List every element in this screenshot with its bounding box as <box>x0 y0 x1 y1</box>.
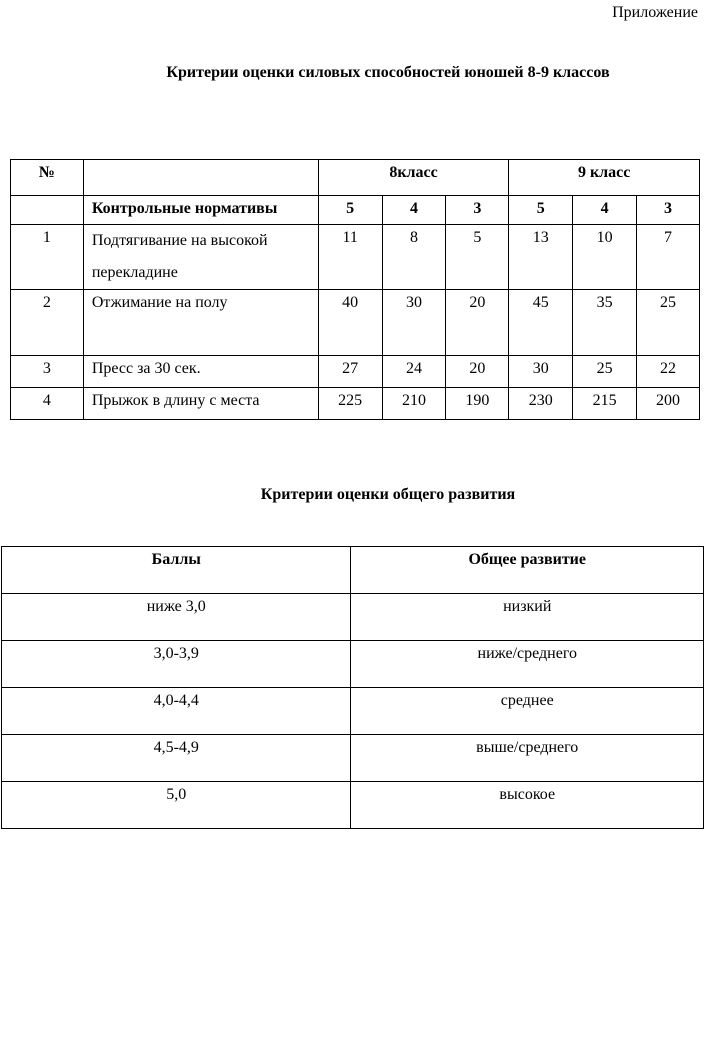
level-cell: низкий <box>351 594 704 641</box>
level-cell: высокое <box>351 782 704 829</box>
value-cell: 27 <box>318 356 382 388</box>
value-cell: 30 <box>382 290 446 356</box>
col-level-header: Общее развитие <box>351 547 704 594</box>
points-cell: 4,5-4,9 <box>2 735 351 782</box>
table-row <box>11 225 700 290</box>
value-cell: 8 <box>382 225 446 290</box>
value-cell: 35 <box>573 290 637 356</box>
exercise-name: Прыжок в длину с места <box>83 388 318 420</box>
value-cell: 7 <box>637 225 700 290</box>
value-cell: 13 <box>509 225 573 290</box>
grade9-header: 9 класс <box>509 160 700 196</box>
strength-criteria-title: Критерии оценки силовых способностей юношей 8-9 классов <box>166 64 610 81</box>
row-number: 1 <box>11 225 84 290</box>
value-cell: 5 <box>446 225 509 290</box>
points-cell: 3,0-3,9 <box>2 641 351 688</box>
value-cell: 190 <box>446 388 509 420</box>
value-cell: 22 <box>637 356 700 388</box>
appendix-label: Приложение <box>612 4 698 21</box>
value-cell: 20 <box>446 356 509 388</box>
value-cell: 210 <box>382 388 446 420</box>
table-row <box>2 641 704 688</box>
exercise-name-line: перекладине <box>91 264 178 281</box>
value-cell: 200 <box>637 388 700 420</box>
value-cell: 230 <box>509 388 573 420</box>
empty-number-cell <box>11 196 84 225</box>
mark-header: 5 <box>318 196 382 225</box>
value-cell: 215 <box>573 388 637 420</box>
table-row <box>11 356 700 388</box>
table-row <box>2 688 704 735</box>
value-cell: 25 <box>637 290 700 356</box>
development-criteria-table <box>1 546 704 829</box>
table-row <box>2 735 704 782</box>
table-row <box>11 388 700 420</box>
empty-header-cell <box>83 160 318 196</box>
col-number-header: № <box>11 160 84 196</box>
grade8-header: 8класс <box>318 160 509 196</box>
table-row <box>2 594 704 641</box>
col-points-header: Баллы <box>2 547 351 594</box>
mark-header: 3 <box>637 196 700 225</box>
table-row <box>11 290 700 356</box>
value-cell: 11 <box>318 225 382 290</box>
value-cell: 45 <box>509 290 573 356</box>
value-cell: 24 <box>382 356 446 388</box>
table-row <box>2 782 704 829</box>
level-cell: выше/среднего <box>351 735 704 782</box>
exercise-name: Пресс за 30 сек. <box>83 356 318 388</box>
value-cell: 225 <box>318 388 382 420</box>
points-cell: ниже 3,0 <box>2 594 351 641</box>
value-cell: 25 <box>573 356 637 388</box>
level-cell: среднее <box>351 688 704 735</box>
development-criteria-title: Критерии оценки общего развития <box>260 486 516 503</box>
row-number: 3 <box>11 356 84 388</box>
exercise-name <box>83 225 318 290</box>
value-cell: 20 <box>446 290 509 356</box>
row-number: 4 <box>11 388 84 420</box>
mark-header: 3 <box>446 196 509 225</box>
exercise-name-line: Подтягивание на высокой <box>91 232 268 249</box>
exercise-name: Отжимание на полу <box>83 290 318 356</box>
mark-header: 5 <box>509 196 573 225</box>
value-cell: 10 <box>573 225 637 290</box>
mark-header: 4 <box>573 196 637 225</box>
col-norms-header: Контрольные нормативы <box>83 196 318 225</box>
mark-header: 4 <box>382 196 446 225</box>
value-cell: 30 <box>509 356 573 388</box>
value-cell: 40 <box>318 290 382 356</box>
points-cell: 5,0 <box>2 782 351 829</box>
level-cell: ниже/среднего <box>351 641 704 688</box>
strength-criteria-table <box>10 159 700 420</box>
row-number: 2 <box>11 290 84 356</box>
points-cell: 4,0-4,4 <box>2 688 351 735</box>
